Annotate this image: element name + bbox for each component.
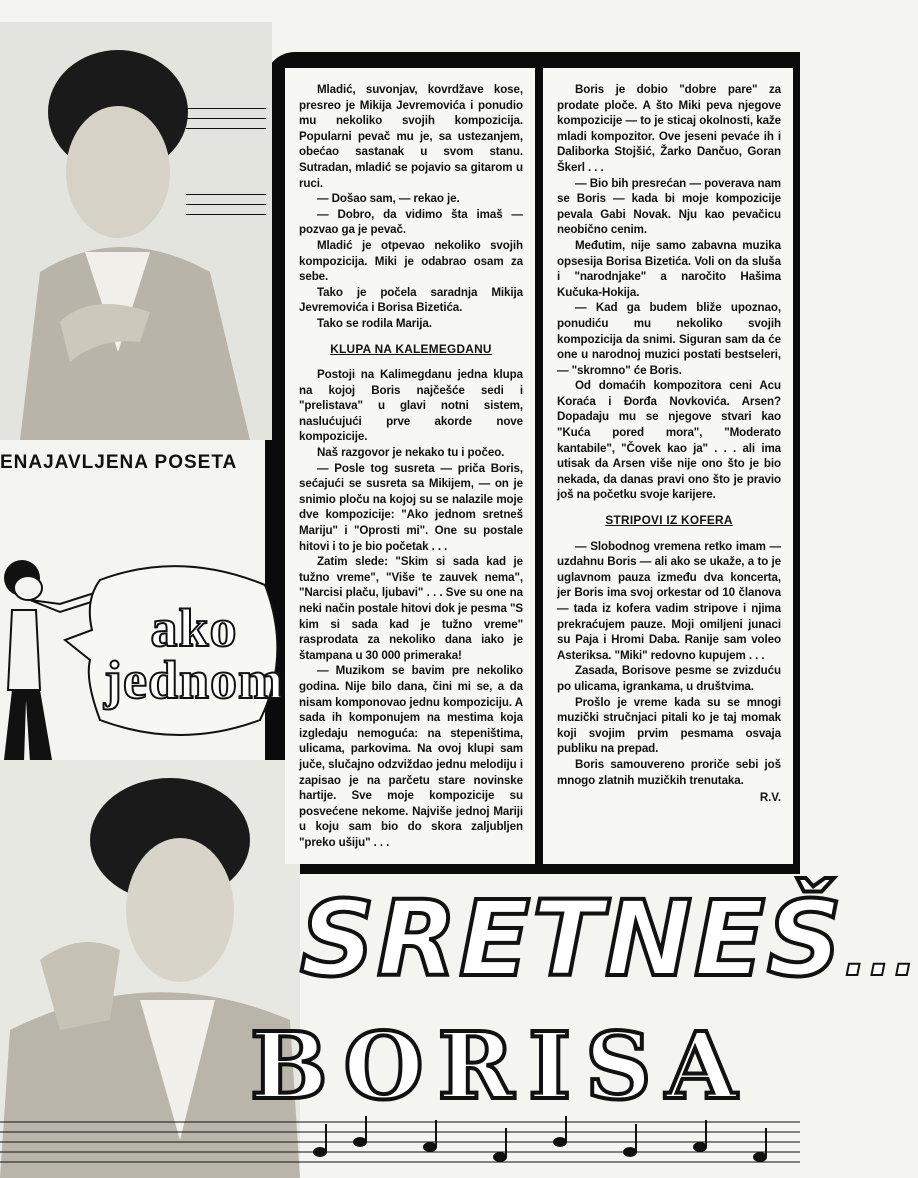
staff-line <box>186 118 266 119</box>
staff-line <box>186 108 266 109</box>
bubble-line-1: ako <box>150 598 238 658</box>
paragraph: — Bio bih presrećan — poverava nam se Boris — kada bi moje kompozicije pevala Gabi Novak. Nju kao pevačicu neobično cenim. <box>557 176 781 237</box>
staff-line <box>186 128 266 129</box>
paragraph: Boris samouvereno proriče sebi još mnogo zlatnih muzičkih trenutaka. <box>557 757 781 787</box>
portrait-illustration-top <box>0 22 272 440</box>
paragraph: Prošlo je vreme kada su se mnogi muzički stručnjaci pitali ko je taj momak koji svojim prvim pesmama osvaja publiku na prepad. <box>557 695 781 756</box>
headline-line-2: BORISA <box>250 1012 751 1120</box>
bubble-line-2: jednom <box>104 650 284 710</box>
staff-line <box>186 214 266 215</box>
paragraph: Zasada, Borisove pesme se zvizduću po ulicama, igrankama, u društvima. <box>557 664 781 693</box>
paragraph: Naš razgovor je nekako tu i počeo. <box>317 446 505 460</box>
top-photo <box>0 22 272 440</box>
section-caption: ENAJAVLJENA POSETA <box>0 452 238 473</box>
paragraph: Boris je dobio "dobre pare" za prodate ploče. A što Miki peva njegove kompozicije — to je sticaj okolnosti, kaže mladi kompozitor. Ove jeseni pevaće ih i Daliborka Stojšić, Žarko Dančuo, Goran Škerl . . . <box>557 83 781 174</box>
paragraph: Međutim, nije samo zabavna muzika opsesija Borisa Bizetića. Voli on da sluša i "narodnjake" a naročito Hašima Kučuka-Hokija. <box>557 238 781 299</box>
paragraph: — Kad ga budem bliže upoznao, ponudiću mu nekoliko svojih kompozicija da snimi. Siguran sam da će one u narodnoj muzici postati bestseleri, — "skromno" će Boris. <box>557 301 781 377</box>
paragraph: Zatim slede: "Skim si sada kad je tužno vreme", "Više te zauvek nema", "Narcisi plaču, ljubavi" . . . Sve su one na neki način postale hitovi dok je pesma "S kim si sada kad je tužno vreme" rasprodata za nekoliko dana iako je štampana u 30 000 primeraka! <box>299 555 523 662</box>
paragraph: Tako se rodila Marija. <box>317 316 432 330</box>
paragraph: Mladić, suvonjav, kovrdžave kose, presreo je Mikija Jevremovića i ponudio mu nekoliko svojih kompozicija. Popularni pevač mu je, sa ustezanjem, obećao sastanak u svom stanu. Sutradan, mladić se pojavio sa gitarom u ruci. <box>299 83 523 190</box>
paragraph: — Slobodnog vremena retko imam — uzdahnu Boris — ali ako se ukaže, a to je uglavnom pauza između dva koncerta, jer Boris ima svoj orkestar od 10 članova — tada iz kofera vadim stripove i njima prekraćujem pauze. Moji omiljeni junaci su Paja i Hromi Daba. Ranije sam voleo Asteriksa. "Miki" redovno kupujem . . . <box>557 539 781 662</box>
paragraph: — Posle tog susreta — priča Boris, sećajući se susreta sa Mikijem, — on je snimio ploču na kojoj su se nalazile moje dve kompozicije: "Ako jednom sretneš Mariju" i "Oprosti mi". One su postale hitovi i to je bio početak . . . <box>299 461 523 553</box>
paragraph: Tako je počela saradnja Mikija Jevremovića i Borisa Bizetića. <box>299 285 523 315</box>
headline-word: SRETNEŠ <box>300 878 844 1000</box>
paragraph: — Dobro, da vidimo šta imaš — pozvao ga je pevač. <box>299 207 523 237</box>
paragraph: — Došao sam, — rekao je. <box>317 192 460 206</box>
headline-line-1 <box>300 878 918 1000</box>
paragraph: Od domaćih kompozitora ceni Acu Koraća i Đorđa Novkovića. Arsen? Dopadaju mu se njegove stvari kao "Kuća pored mora", "Moderato kantabile", "Čovek kao ja" . . . ali ima utisak da Arsen više nije ono što je bio nekada, da danas pravi ono što je pravio još na početku svoje karijere. <box>557 379 781 502</box>
headline-dots: ... <box>843 920 918 990</box>
article-column-2 <box>543 68 793 864</box>
author-signature: R.V. <box>759 791 781 805</box>
staff-line <box>186 194 266 195</box>
staff-line <box>186 204 266 205</box>
section-heading: STRIPOVI IZ KOFERA <box>605 513 733 528</box>
paragraph: Postoji na Kalimegdanu jedna klupa na kojoj Boris najčešće sedi i "prelistava" u glavi notni sistem, naslućujući prve akorde nove kompozicije. <box>299 368 523 444</box>
paragraph: — Muzikom se bavim pre nekoliko godina. Nije bilo dana, čini mi se, a da nisam komponovao jednu kompoziciju. A sada ih komponujem na mestima koja izgledaju nemoguća: na stepeništima, ulicama, parkovima. Na ovoj klupi sam juče, slučajno odzviždao jednu melodiju i zapisao je na parčetu stare novinske hartije. Sve moje kompozicije su posvećene nekome. Najviše jednoj Mariji u koju sam bio do skora zaljubljen "preko ušiju" . . . <box>299 664 523 849</box>
bubble-text <box>104 598 284 710</box>
article-column-1 <box>285 68 535 864</box>
section-heading: KLUPA NA KALEMEGDANU <box>330 341 492 356</box>
music-staff <box>0 1112 800 1178</box>
paragraph: Mladić je otpevao nekoliko svojih kompozicija. Miki je odabrao osam za sebe. <box>299 238 523 284</box>
